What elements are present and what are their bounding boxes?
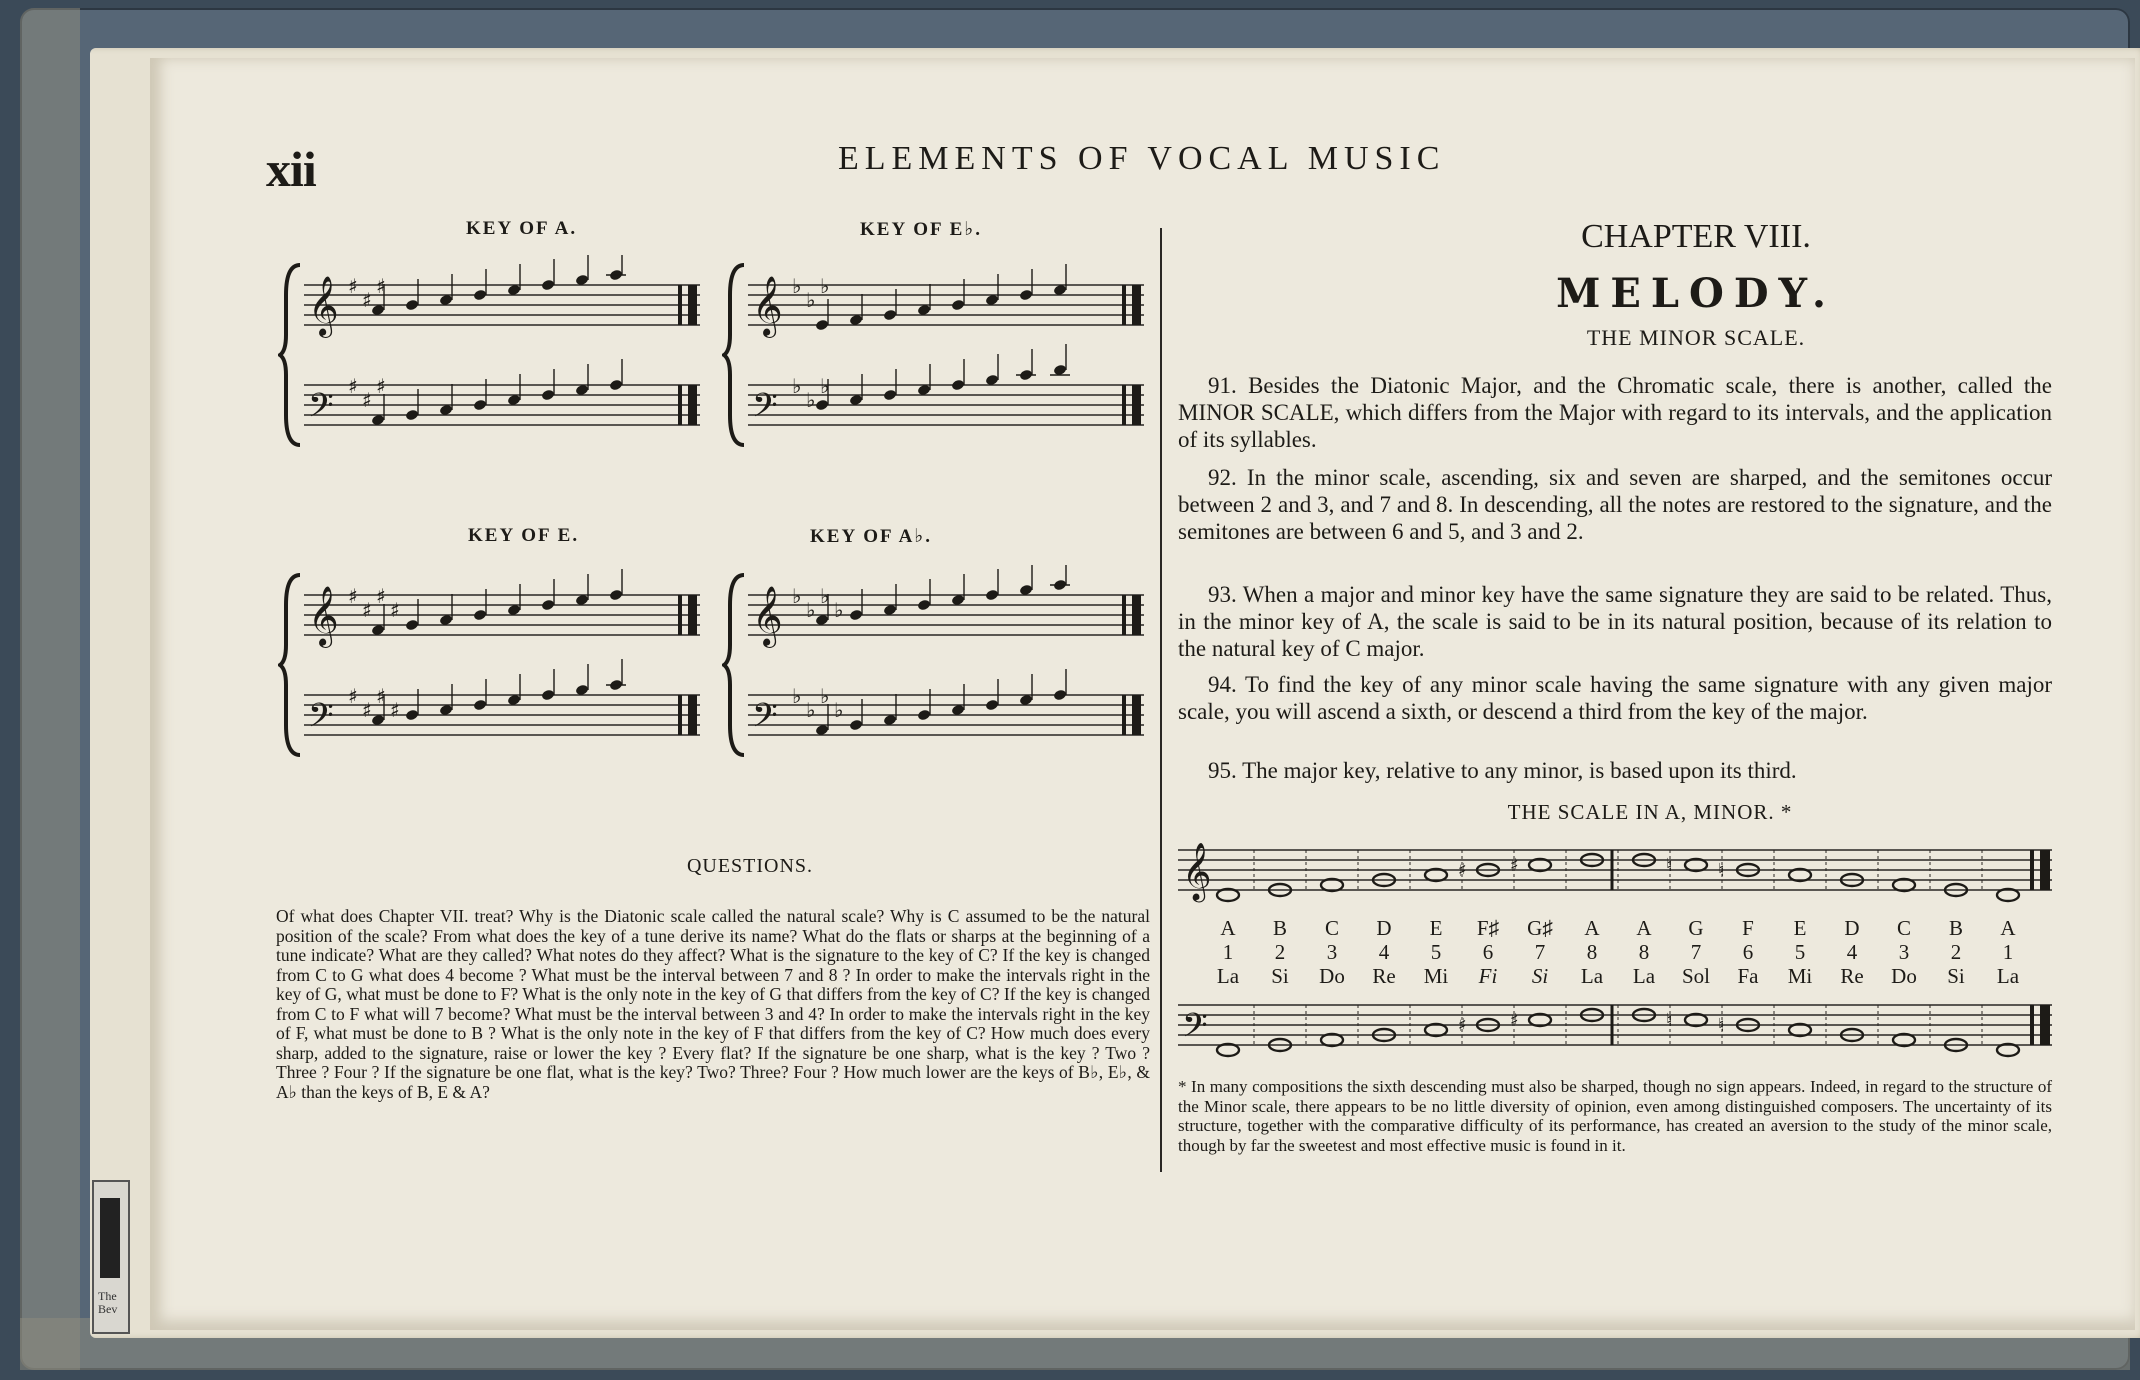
scale-number: 4 xyxy=(1378,940,1390,964)
note-head xyxy=(541,689,555,702)
section-heading: THE MINOR SCALE. xyxy=(1586,325,1806,350)
note-head xyxy=(917,599,931,612)
note-head xyxy=(405,409,419,422)
scale-letter: A xyxy=(1220,916,1236,940)
double-barline xyxy=(688,385,697,425)
scale-letter: D xyxy=(1376,916,1392,940)
natural-icon: ♮ xyxy=(1666,1010,1673,1031)
scale-letter: F xyxy=(1742,916,1754,940)
key-signature-icon: ♯ xyxy=(376,584,386,608)
note-head xyxy=(951,379,965,392)
note-head xyxy=(405,299,419,312)
double-barline xyxy=(678,385,682,425)
note-head xyxy=(917,709,931,722)
key-signature-icon: ♭ xyxy=(834,598,844,622)
scale-letter: G♯ xyxy=(1527,916,1553,940)
key-signature-icon: ♭ xyxy=(792,584,802,608)
key-signature-icon: ♭ xyxy=(820,374,830,398)
note-head xyxy=(609,379,623,392)
scale-syllable: La xyxy=(1580,964,1604,988)
scale-degree-column xyxy=(1619,916,1669,988)
scale-number: 3 xyxy=(1898,940,1910,964)
double-barline xyxy=(688,695,697,735)
bass-clef-icon: 𝄢 xyxy=(308,697,334,743)
scale-number: 8 xyxy=(1586,940,1598,964)
scale-number: 8 xyxy=(1638,940,1650,964)
minor-scale-treble-staff xyxy=(1178,830,2058,910)
double-barline xyxy=(1132,695,1141,735)
scale-number: 7 xyxy=(1534,940,1546,964)
scale-syllable: Fa xyxy=(1737,964,1759,988)
scale-letter: E xyxy=(1429,916,1443,940)
double-barline xyxy=(2030,850,2034,890)
paragraph-93-text: 93. When a major and minor key have the same signature they are said to be related. Thus, in the minor key of A, the scale is said to be in its natural position, because of its relation to the natural key of C major. xyxy=(1178,582,2052,661)
scale-letter: G xyxy=(1688,916,1704,940)
key-signature-icon: ♭ xyxy=(820,684,830,708)
scale-letter: E xyxy=(1793,916,1807,940)
natural-icon: ♮ xyxy=(1718,860,1725,881)
key-signature-icon: ♭ xyxy=(820,274,830,298)
library-spine-label xyxy=(92,1180,130,1334)
sharp-icon: ♯ xyxy=(1458,1015,1467,1036)
note-head xyxy=(815,319,829,332)
scale-syllable: Mi xyxy=(1423,964,1449,988)
paragraph-91 xyxy=(1178,372,2052,453)
note-head xyxy=(541,279,555,292)
note-head xyxy=(951,299,965,312)
whole-note xyxy=(1789,1024,1811,1036)
paragraph-92 xyxy=(1178,464,2052,545)
label-text-2: Bev xyxy=(98,1302,118,1316)
scale-syllable: Fi xyxy=(1478,964,1498,988)
note-head xyxy=(405,619,419,632)
brace-icon xyxy=(724,575,744,755)
scale-number: 5 xyxy=(1430,940,1442,964)
scale-syllable: Re xyxy=(1372,964,1396,988)
note-head xyxy=(405,709,419,722)
key-signature-icon: ♭ xyxy=(834,698,844,722)
running-head: ELEMENTS OF VOCAL MUSIC xyxy=(838,140,1446,177)
note-head xyxy=(473,609,487,622)
paragraph-94-text: 94. To find the key of any minor scale having the same signature with any given major scale, you will ascend a sixth, or descend a third from the key of the major. xyxy=(1178,672,2052,724)
key-signature-icon: ♯ xyxy=(376,274,386,298)
scale-syllable: La xyxy=(1216,964,1240,988)
double-barline xyxy=(1132,595,1141,635)
scale-degree-column xyxy=(1463,916,1513,988)
scale-degree-column xyxy=(1255,916,1305,988)
sharp-icon: ♯ xyxy=(1510,855,1519,876)
scale-degree-column xyxy=(1203,916,1253,988)
double-barline xyxy=(688,285,697,325)
key-signature-icon: ♭ xyxy=(806,698,816,722)
double-barline xyxy=(1122,385,1126,425)
double-barline xyxy=(1122,695,1126,735)
sharp-icon: ♯ xyxy=(1510,1010,1519,1031)
scale-number: 5 xyxy=(1794,940,1806,964)
scale-letter: A xyxy=(2000,916,2016,940)
brace-icon xyxy=(280,265,300,445)
melody-title: MELODY. xyxy=(1556,270,1836,317)
scale-number: 7 xyxy=(1690,940,1702,964)
key-signature-icon: ♯ xyxy=(390,598,400,622)
key-of-ab-title: KEY OF A♭. xyxy=(810,526,933,547)
note-head xyxy=(1053,689,1067,702)
scale-number: 6 xyxy=(1482,940,1494,964)
treble-clef-icon: 𝄞 xyxy=(308,586,339,646)
scale-syllable: Re xyxy=(1840,964,1864,988)
natural-icon: ♮ xyxy=(1666,855,1673,876)
scale-number: 2 xyxy=(1274,940,1286,964)
brace-icon xyxy=(724,265,744,445)
key-signature-icon: ♯ xyxy=(348,584,358,608)
key-signature-icon: ♭ xyxy=(806,388,816,412)
note-head xyxy=(609,589,623,602)
scale-number: 4 xyxy=(1846,940,1858,964)
scale-letter: C xyxy=(1324,916,1339,940)
treble-clef-icon: 𝄞 xyxy=(308,276,339,336)
scale-syllable: La xyxy=(1632,964,1656,988)
whole-note xyxy=(1425,1024,1447,1036)
footnote: * In many compositions the sixth descending must also be sharped, though no sign appears. Indeed, in regard to the structure of the Minor scale, there appears to be no little diversity of opinion, even among distinguished composers. The uncertainty of its structure, together with the comparative difficulty of its performance, has created an aversion to the study of the minor scale, though by far the sweetest and most effective music is found in it. xyxy=(1178,1077,2052,1155)
key-signature-icon: ♭ xyxy=(806,598,816,622)
scale-letter: D xyxy=(1844,916,1860,940)
scale-syllable: Si xyxy=(1947,964,1965,988)
scale-syllable: Sol xyxy=(1681,964,1710,988)
key-signature-icon: ♭ xyxy=(792,374,802,398)
key-of-e-title: KEY OF E. xyxy=(468,525,580,546)
barcode-icon xyxy=(100,1198,120,1278)
key-of-a-title: KEY OF A. xyxy=(466,218,578,239)
key-signature-icon: ♯ xyxy=(390,698,400,722)
note-head xyxy=(849,719,863,732)
key-signature-icon: ♯ xyxy=(348,274,358,298)
note-head xyxy=(541,599,555,612)
double-barline xyxy=(1122,285,1126,325)
scale-syllable: Do xyxy=(1319,964,1345,988)
scale-letter: A xyxy=(1584,916,1600,940)
scale-syllable: Si xyxy=(1531,964,1549,988)
scale-syllable: Do xyxy=(1891,964,1917,988)
double-barline xyxy=(2040,850,2050,890)
scale-syllable: Si xyxy=(1271,964,1289,988)
note-head xyxy=(985,589,999,602)
double-barline xyxy=(678,595,682,635)
note-head xyxy=(883,389,897,402)
scale-degree-column xyxy=(1775,916,1825,988)
label-text-1: The xyxy=(98,1289,117,1303)
note-head xyxy=(541,389,555,402)
scale-degree-column xyxy=(1567,916,1617,988)
note-head xyxy=(473,399,487,412)
scale-number: 1 xyxy=(2002,940,2014,964)
key-signature-icon: ♯ xyxy=(362,698,372,722)
double-barline xyxy=(678,285,682,325)
chapter-title: CHAPTER VIII. xyxy=(1581,218,1811,255)
scale-letter: B xyxy=(1272,916,1287,940)
treble-clef-icon: 𝄞 xyxy=(752,276,783,336)
double-barline xyxy=(1132,285,1141,325)
bass-clef-icon: 𝄢 xyxy=(308,387,334,433)
natural-icon: ♮ xyxy=(1718,1015,1725,1036)
scale-degree-column xyxy=(1931,916,1981,988)
paragraph-91-text: 91. Besides the Diatonic Major, and the Chromatic scale, there is another, called the MINOR SCALE, which differs from the Major with regard to its intervals, and the application of its syllables. xyxy=(1178,373,2052,452)
scale-degree-column xyxy=(1879,916,1929,988)
bass-clef-icon: 𝄢 xyxy=(752,387,778,433)
scale-degree-column xyxy=(1983,916,2033,988)
column-divider xyxy=(1160,228,1162,1172)
whole-note xyxy=(1321,1034,1343,1046)
treble-clef-icon: 𝄞 xyxy=(1182,842,1212,900)
key-signature-icon: ♯ xyxy=(348,374,358,398)
double-barline xyxy=(1122,595,1126,635)
minor-scale-bass-staff xyxy=(1178,985,2058,1065)
scale-degree-column xyxy=(1827,916,1877,988)
double-barline xyxy=(678,695,682,735)
key-signature-icon: ♭ xyxy=(792,274,802,298)
key-signature-icon: ♭ xyxy=(806,288,816,312)
key-of-ab-score xyxy=(722,565,1152,765)
scale-number: 6 xyxy=(1742,940,1754,964)
bass-clef-icon: 𝄢 xyxy=(752,697,778,743)
questions-text: Of what does Chapter VII. treat? Why is the Diatonic scale called the natural scale? Why is C assumed to be the natural position of the scale? From what does the key of a tune derive its name? What do the flats or sharps at the beginning of a tune indicate? What are they called? What notes do they affect? What is the signature to the key of C? If the key is changed from C to G what does 4 become ? What must be the interval between 7 and 8 ? In order to make the intervals right in the key of G, what must be done to F? What is the only note in the key of G that differs from the key of C? If the key is changed from C to F what will 7 become? What must be the interval between 3 and 4? In order to make the intervals right in the key of F, what must be done to B ? What is the only note in the key of F that differs from the key of C? How much does every sharp, added to the signature, raise or lower the key ? Every flat? If the signature be one sharp, what is the key ? Two ? Three ? Four ? If the signature be one flat, what is the key? Two? Three? Four ? How much lower are the keys of B♭, E♭, & A♭ than the keys of B, E & A? xyxy=(276,906,1150,1102)
scale-letter: C xyxy=(1896,916,1911,940)
double-barline xyxy=(688,595,697,635)
paragraph-92-text: 92. In the minor scale, ascending, six and seven are sharped, and the semitones occur between 2 and 3, and 7 and 8. In descending, all the notes are restored to the signature, and the semitones are between 6 and 5, and 3 and 2. xyxy=(1178,465,2052,544)
key-of-e-score xyxy=(278,565,708,765)
paragraph-95 xyxy=(1178,757,2052,784)
note-head xyxy=(883,309,897,322)
treble-clef-icon: 𝄞 xyxy=(752,586,783,646)
scale-syllable: La xyxy=(1996,964,2020,988)
key-signature-icon: ♭ xyxy=(820,584,830,608)
scale-degree-column xyxy=(1411,916,1461,988)
double-barline xyxy=(2040,1005,2050,1045)
key-signature-icon: ♯ xyxy=(362,288,372,312)
double-barline xyxy=(2030,1005,2034,1045)
note-head xyxy=(473,289,487,302)
key-signature-icon: ♯ xyxy=(376,684,386,708)
scale-letter: A xyxy=(1636,916,1652,940)
page-number: xii xyxy=(266,141,316,197)
scale-number: 1 xyxy=(1222,940,1234,964)
paragraph-95-text: 95. The major key, relative to any minor, is based upon its third. xyxy=(1208,758,1797,783)
scale-degree-column xyxy=(1671,916,1721,988)
scale-letter: F♯ xyxy=(1476,916,1500,940)
double-barline xyxy=(1132,385,1141,425)
note-head xyxy=(985,699,999,712)
paragraph-94 xyxy=(1178,671,2052,725)
scale-number: 3 xyxy=(1326,940,1338,964)
scale-syllable: Mi xyxy=(1787,964,1813,988)
whole-note xyxy=(1893,1034,1915,1046)
scale-degree-column xyxy=(1723,916,1773,988)
whole-note xyxy=(1997,1044,2019,1056)
key-of-a-score xyxy=(278,255,708,455)
key-signature-icon: ♯ xyxy=(376,374,386,398)
note-head xyxy=(473,699,487,712)
sharp-icon: ♯ xyxy=(1458,860,1467,881)
key-signature-icon: ♯ xyxy=(362,388,372,412)
note-head xyxy=(849,609,863,622)
key-signature-icon: ♭ xyxy=(792,684,802,708)
scale-title: THE SCALE IN A, MINOR. * xyxy=(1507,800,1793,824)
key-signature-icon: ♯ xyxy=(362,598,372,622)
note-head xyxy=(1019,289,1033,302)
key-signature-icon: ♯ xyxy=(348,684,358,708)
scale-number: 2 xyxy=(1950,940,1962,964)
note-head xyxy=(815,399,829,412)
key-of-eb-title: KEY OF E♭. xyxy=(860,219,983,240)
scale-degree-column xyxy=(1515,916,1565,988)
whole-note xyxy=(1217,1044,1239,1056)
scale-degree-column xyxy=(1307,916,1357,988)
paragraph-93 xyxy=(1178,581,2052,662)
scale-degree-column xyxy=(1359,916,1409,988)
questions-heading: QUESTIONS. xyxy=(686,855,814,877)
key-of-eb-score xyxy=(722,255,1152,455)
brace-icon xyxy=(280,575,300,755)
scale-letter: B xyxy=(1948,916,1963,940)
bass-clef-icon: 𝄢 xyxy=(1182,1007,1208,1053)
